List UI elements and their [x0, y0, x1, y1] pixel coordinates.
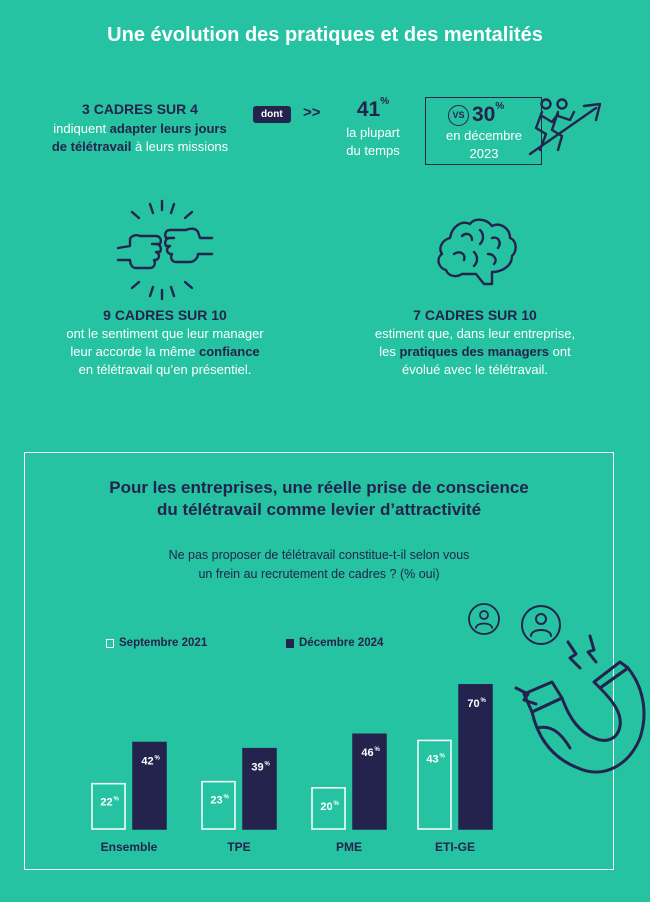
x-tick-label-pme: PME	[335, 840, 363, 854]
double-arrow: >>	[303, 104, 321, 121]
vs-badge: VS	[448, 105, 469, 126]
dont-badge: dont	[253, 106, 291, 123]
magnet-icon	[508, 628, 648, 798]
stat-9-sur-10-line-1: ont le sentiment que leur manager	[66, 326, 264, 341]
bar-label-pme-2024: 46	[361, 747, 374, 760]
bar-unit-pme-2024: %	[374, 747, 380, 754]
bar-label-eti-ge-2021: 43	[426, 753, 439, 766]
stat-7-sur-10-line-2c: ont	[549, 344, 571, 359]
x-tick-label-ensemble: Ensemble	[100, 840, 158, 854]
stat-41-value: 41	[356, 98, 381, 121]
stat-41-text-1: la plupart	[346, 125, 400, 140]
bar-unit-eti-ge-2021: %	[439, 753, 445, 760]
stat-9-sur-10-line-2b: confiance	[198, 344, 260, 359]
bar-unit-ensemble-2021: %	[113, 796, 119, 803]
page-title: Une évolution des pratiques et des mentalités	[107, 24, 543, 46]
bar-label-tpe-2021: 23	[210, 794, 223, 807]
stat-7-sur-10-line-3: évolué avec le télétravail.	[402, 362, 548, 377]
legend-label-2021: Septembre 2021	[119, 637, 208, 649]
stat-30-text-1: en décembre	[446, 128, 522, 143]
stat-30-text-2: 2023	[469, 146, 499, 161]
chart-title-line-1: Pour les entreprises, une réelle prise de conscience	[109, 478, 529, 497]
stat-3-sur-4-text-a: indiquent	[53, 121, 110, 136]
bar-unit-ensemble-2024: %	[154, 755, 160, 762]
bar-label-ensemble-2021: 22	[100, 796, 113, 809]
bar-unit-eti-ge-2024: %	[480, 697, 486, 704]
stat-30-value: 30	[472, 103, 496, 126]
stat-9-sur-10-head: 9 CADRES SUR 10	[103, 307, 227, 323]
stat-30-unit: %	[495, 101, 505, 112]
bar-unit-pme-2021: %	[333, 800, 339, 807]
chart-question-line-2: un frein au recrutement de cadres ? (% oui)	[198, 567, 440, 581]
stat-7-sur-10-line-2a: les	[379, 344, 400, 359]
bar-unit-tpe-2024: %	[264, 761, 270, 768]
bar-label-pme-2021: 20	[320, 800, 333, 813]
stat-7-sur-10-line-1: estiment que, dans leur entreprise,	[374, 326, 576, 341]
bar-label-tpe-2024: 39	[251, 761, 264, 774]
chart-title-line-2: du télétravail comme levier d’attractivité	[156, 500, 482, 519]
chart-question-line-1: Ne pas proposer de télétravail constitue-t-il selon vous	[168, 548, 470, 562]
person-icon	[467, 602, 501, 636]
stat-7-sur-10-line-2b: pratiques des managers	[399, 344, 550, 359]
stat-3-sur-4-text-d: à leurs missions	[131, 139, 229, 154]
stat-3-sur-4-text-b: adapter leurs jours	[109, 121, 227, 136]
stat-9-sur-10-line-3: en télétravail qu’en présentiel.	[78, 362, 252, 377]
legend-label-2024: Décembre 2024	[299, 637, 384, 649]
stat-3-sur-4-head: 3 CADRES SUR 4	[82, 101, 198, 117]
stat-41-text-2: du temps	[346, 143, 400, 158]
stat-41-unit: %	[380, 96, 390, 107]
bar-unit-tpe-2021: %	[223, 794, 229, 801]
x-tick-label-tpe: TPE	[227, 840, 251, 854]
stat-9-sur-10-line-2a: leur accorde la même	[70, 344, 199, 359]
bar-label-eti-ge-2024: 70	[467, 697, 480, 710]
stat-3-sur-4-text-c: de télétravail	[51, 139, 132, 154]
stat-7-sur-10-head: 7 CADRES SUR 10	[413, 307, 537, 323]
bar-label-ensemble-2024: 42	[141, 755, 154, 768]
x-tick-label-eti-ge: ETI-GE	[434, 840, 476, 854]
